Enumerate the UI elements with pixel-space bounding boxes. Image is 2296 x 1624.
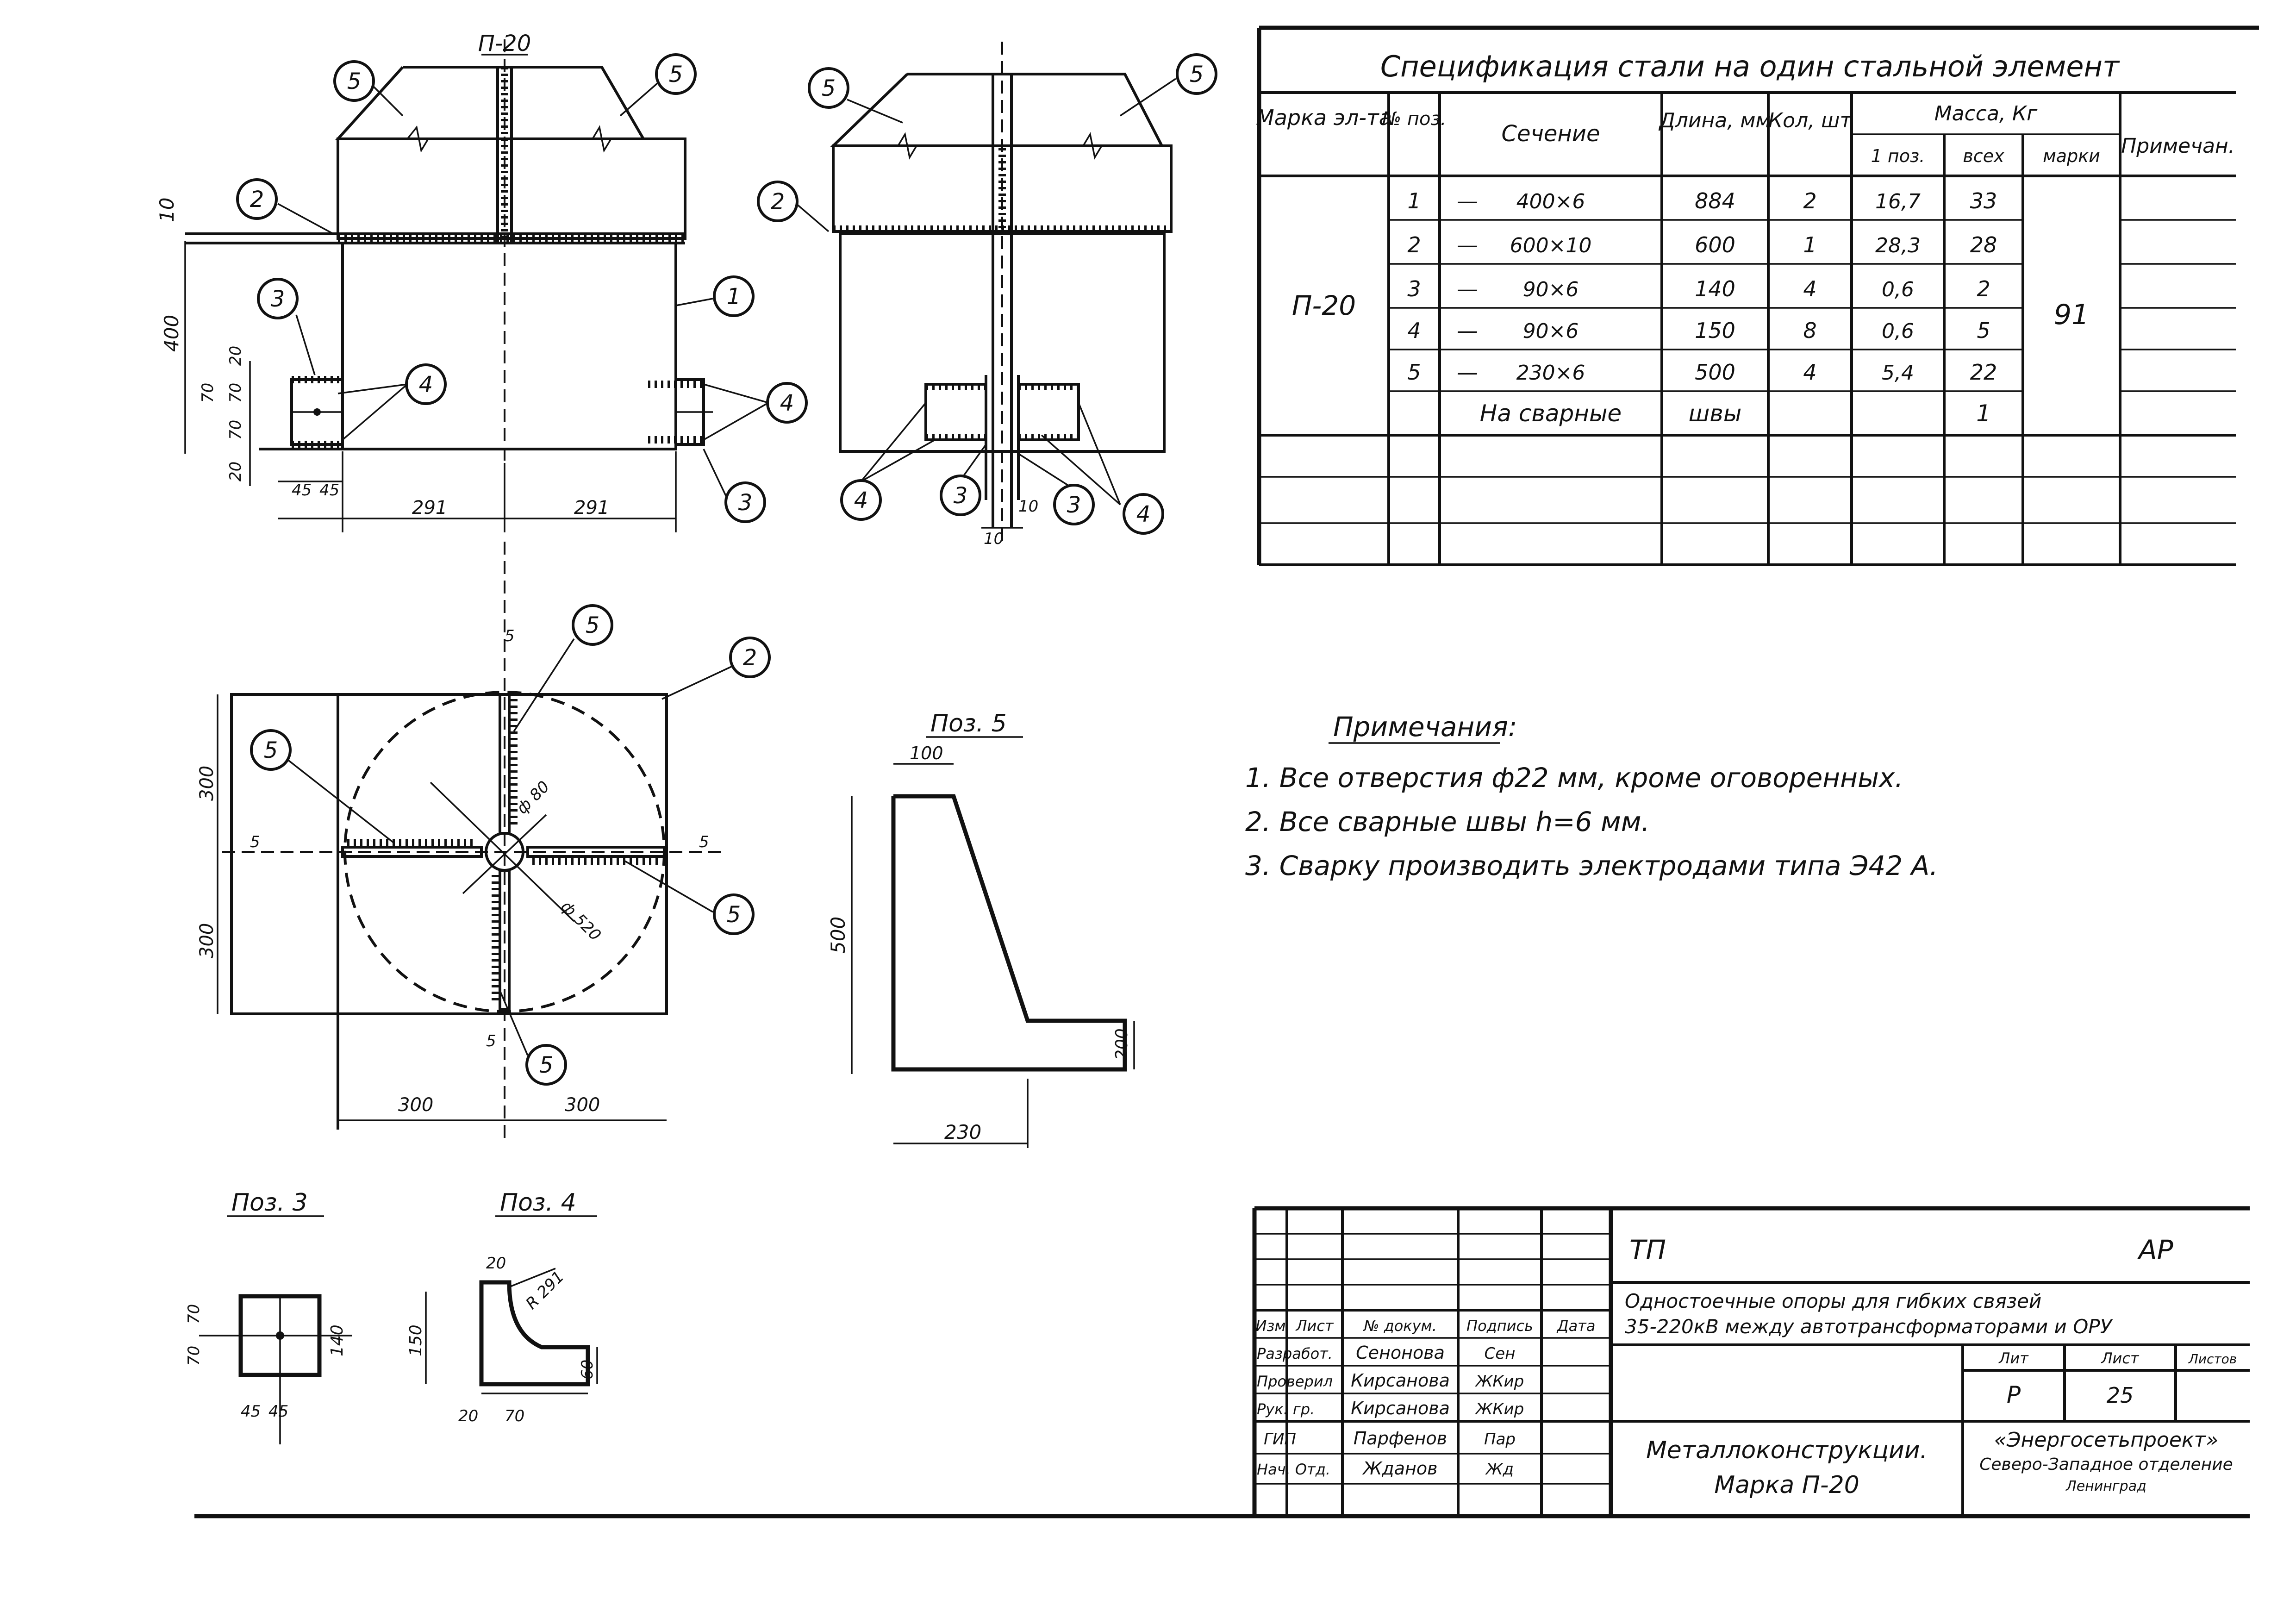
dim-291-left: 291 bbox=[412, 497, 448, 518]
callout-5-d: 5 bbox=[1189, 62, 1204, 87]
note-3: 3. Сварку производить электродами типа Э42 А. bbox=[1245, 850, 1938, 881]
svg-text:3: 3 bbox=[1407, 276, 1421, 301]
svg-text:Нач. Отд.: Нач. Отд. bbox=[1257, 1461, 1331, 1478]
svg-text:8: 8 bbox=[1803, 318, 1817, 343]
callout-5-f: 5 bbox=[263, 737, 278, 763]
tb-col-doc: № докум. bbox=[1364, 1317, 1437, 1335]
svg-text:150: 150 bbox=[1695, 318, 1735, 343]
callout-3-b: 3 bbox=[738, 490, 753, 516]
callout-2-b: 2 bbox=[770, 189, 785, 215]
svg-text:5: 5 bbox=[1977, 318, 1990, 343]
dim-400: 400 bbox=[160, 314, 183, 352]
svg-text:—: — bbox=[1457, 188, 1478, 213]
svg-text:Пар: Пар bbox=[1484, 1430, 1516, 1449]
dim-200: 200 bbox=[1112, 1028, 1131, 1060]
callout-4-a: 4 bbox=[418, 372, 433, 398]
spec-row-4 bbox=[1407, 318, 1990, 343]
dim-20-bottom: 20 bbox=[226, 461, 245, 481]
svg-text:2: 2 bbox=[1803, 188, 1817, 213]
tb-sheet-code: АР bbox=[2139, 1234, 2173, 1266]
note-1: 1. Все отверстия ф22 мм, кроме оговоренных. bbox=[1245, 762, 1903, 793]
dim-phi80: ф 80 bbox=[513, 777, 554, 818]
tb-org-2: Северо-Западное отделение bbox=[1979, 1455, 2233, 1474]
svg-text:—: — bbox=[1457, 232, 1478, 257]
hdr-mark: Марка эл-та bbox=[1256, 105, 1392, 130]
dim-5-bottom: 5 bbox=[486, 1032, 496, 1050]
svg-text:Жданов: Жданов bbox=[1363, 1458, 1438, 1479]
dim-20-top: 20 bbox=[226, 345, 245, 366]
spec-row-welds bbox=[1480, 400, 1991, 427]
callout-5-h: 5 bbox=[539, 1052, 554, 1078]
detail-poz-5 bbox=[827, 710, 1134, 1148]
dim-150: 150 bbox=[406, 1324, 425, 1356]
dim-phi520: ф 520 bbox=[557, 897, 605, 945]
dim-70-c: 70 bbox=[226, 419, 245, 440]
svg-text:600×10: 600×10 bbox=[1510, 234, 1592, 257]
spec-table bbox=[1256, 28, 2259, 565]
svg-text:28,3: 28,3 bbox=[1875, 234, 1921, 257]
hdr-note: Примечан. bbox=[2121, 134, 2235, 158]
svg-text:2: 2 bbox=[1977, 276, 1990, 301]
tb-person-5 bbox=[1257, 1458, 1514, 1479]
svg-text:Кирсанова: Кирсанова bbox=[1351, 1370, 1450, 1391]
svg-text:2: 2 bbox=[1407, 232, 1421, 257]
tb-sheet-value: 25 bbox=[2106, 1383, 2134, 1408]
hdr-section: Сечение bbox=[1501, 121, 1600, 147]
dim-20-poz4: 20 bbox=[486, 1254, 506, 1273]
svg-text:90×6: 90×6 bbox=[1522, 278, 1579, 301]
dim-300-d: 300 bbox=[565, 1094, 600, 1116]
svg-text:швы: швы bbox=[1688, 400, 1742, 427]
spec-mark-value: П-20 bbox=[1292, 290, 1356, 321]
svg-text:4: 4 bbox=[1803, 276, 1817, 301]
spec-row-5 bbox=[1407, 360, 1997, 385]
svg-text:Рук. гр.: Рук. гр. bbox=[1257, 1400, 1315, 1418]
tb-person-3 bbox=[1257, 1398, 1524, 1418]
svg-text:0,6: 0,6 bbox=[1882, 278, 1914, 301]
tb-project-code: ТП bbox=[1629, 1234, 1666, 1266]
tb-col-sign: Подпись bbox=[1466, 1317, 1533, 1335]
tb-person-2 bbox=[1257, 1370, 1524, 1391]
callout-3-c: 3 bbox=[953, 483, 968, 509]
svg-text:1: 1 bbox=[1976, 400, 1991, 427]
dim-70-poz3-a: 70 bbox=[185, 1304, 203, 1324]
svg-text:Проверил: Проверил bbox=[1257, 1373, 1333, 1390]
callout-5-c: 5 bbox=[821, 75, 836, 101]
tb-description-1: Одностоечные опоры для гибких связей bbox=[1625, 1290, 2042, 1312]
tb-col-date: Дата bbox=[1557, 1317, 1596, 1335]
svg-text:5,4: 5,4 bbox=[1882, 361, 1914, 385]
plan-view bbox=[196, 542, 769, 1139]
svg-text:—: — bbox=[1457, 276, 1478, 301]
dim-70-poz3-b: 70 bbox=[185, 1345, 203, 1366]
tb-lit-value: Р bbox=[2006, 1381, 2021, 1408]
svg-text:Жд: Жд bbox=[1485, 1460, 1514, 1479]
callout-4-d: 4 bbox=[1136, 501, 1151, 527]
callout-5-b: 5 bbox=[668, 62, 683, 87]
callout-1-a: 1 bbox=[726, 284, 741, 310]
tb-drawing-title-1: Металлоконструкции. bbox=[1646, 1437, 1928, 1464]
elevation-view-side bbox=[758, 42, 1216, 548]
svg-text:1: 1 bbox=[1803, 232, 1817, 257]
notes-block bbox=[1245, 711, 1938, 881]
dim-500: 500 bbox=[827, 916, 849, 954]
tb-col-list: Лист bbox=[1296, 1317, 1334, 1335]
detail-poz-3 bbox=[185, 1189, 352, 1444]
dim-10-side-b: 10 bbox=[984, 530, 1004, 548]
dim-140: 140 bbox=[328, 1324, 347, 1356]
dim-230: 230 bbox=[944, 1121, 982, 1143]
tb-lit-label: Лит bbox=[1999, 1349, 2028, 1367]
spec-title: Спецификация стали на один стальной элемент bbox=[1380, 50, 2120, 83]
tb-sheets-label: Листов bbox=[2188, 1351, 2237, 1367]
svg-text:Парфенов: Парфенов bbox=[1353, 1428, 1447, 1449]
hdr-pos: № поз. bbox=[1382, 108, 1447, 130]
dim-5-top: 5 bbox=[505, 627, 515, 645]
hdr-mass-one: 1 поз. bbox=[1871, 146, 1925, 166]
spec-row-1 bbox=[1407, 188, 1997, 213]
dim-70-poz4: 70 bbox=[505, 1407, 525, 1425]
dim-70-b: 70 bbox=[226, 382, 245, 403]
spec-row-3 bbox=[1407, 276, 1990, 301]
tb-col-izm: Изм bbox=[1255, 1317, 1286, 1335]
tb-person-1 bbox=[1257, 1343, 1515, 1363]
poz5-title: Поз. 5 bbox=[930, 710, 1007, 737]
svg-text:22: 22 bbox=[1970, 360, 1997, 385]
poz3-title: Поз. 3 bbox=[231, 1189, 308, 1217]
svg-text:—: — bbox=[1457, 318, 1478, 343]
dim-300-a: 300 bbox=[196, 765, 218, 801]
callout-2-c: 2 bbox=[742, 645, 757, 671]
dim-45-b: 45 bbox=[319, 481, 340, 500]
spec-mark-total: 91 bbox=[2053, 299, 2090, 331]
svg-text:28: 28 bbox=[1970, 232, 1997, 257]
poz4-title: Поз. 4 bbox=[500, 1189, 576, 1217]
dim-45-poz3-b: 45 bbox=[268, 1402, 289, 1421]
svg-text:33: 33 bbox=[1970, 188, 1997, 213]
dim-300-b: 300 bbox=[196, 923, 218, 958]
svg-text:884: 884 bbox=[1695, 188, 1735, 213]
svg-text:140: 140 bbox=[1695, 276, 1735, 301]
tb-org-3: Ленинград bbox=[2066, 1478, 2146, 1494]
svg-text:Сен: Сен bbox=[1484, 1344, 1516, 1363]
svg-text:0,6: 0,6 bbox=[1882, 319, 1914, 343]
dim-10: 10 bbox=[156, 197, 178, 222]
notes-title: Примечания: bbox=[1333, 711, 1517, 743]
dim-70-a: 70 bbox=[199, 382, 217, 403]
dim-5-right: 5 bbox=[699, 833, 709, 851]
callout-3-a: 3 bbox=[270, 286, 285, 312]
svg-text:—: — bbox=[1457, 360, 1478, 385]
detail-poz-4 bbox=[406, 1189, 597, 1425]
svg-text:Сенонова: Сенонова bbox=[1356, 1343, 1445, 1363]
dim-20-poz4-b: 20 bbox=[458, 1407, 479, 1425]
callout-4-b: 4 bbox=[780, 390, 794, 416]
callout-2-a: 2 bbox=[250, 187, 264, 212]
tb-drawing-title-2: Марка П-20 bbox=[1714, 1471, 1859, 1499]
svg-text:230×6: 230×6 bbox=[1516, 361, 1585, 385]
hdr-mass: Масса, Кг bbox=[1934, 102, 2038, 125]
svg-text:Кирсанова: Кирсанова bbox=[1351, 1398, 1450, 1418]
dim-10-side-a: 10 bbox=[1018, 497, 1039, 516]
svg-text:4: 4 bbox=[1803, 360, 1817, 385]
hdr-mass-mark: марки bbox=[2043, 146, 2100, 166]
callout-4-c: 4 bbox=[854, 487, 868, 513]
callout-5-e: 5 bbox=[585, 612, 600, 638]
svg-text:600: 600 bbox=[1695, 232, 1735, 257]
hdr-length: Длина, мм bbox=[1659, 109, 1771, 132]
dim-100: 100 bbox=[910, 743, 943, 763]
callout-5-a: 5 bbox=[347, 69, 362, 94]
svg-text:1: 1 bbox=[1407, 188, 1421, 213]
dim-291-right: 291 bbox=[574, 497, 610, 518]
callout-3-d: 3 bbox=[1067, 492, 1081, 518]
svg-text:500: 500 bbox=[1695, 360, 1735, 385]
dim-45-poz3-a: 45 bbox=[241, 1402, 261, 1421]
tb-org-1: «Энергосетьпроект» bbox=[1994, 1428, 2219, 1452]
hdr-qty: Кол, шт bbox=[1768, 109, 1852, 132]
svg-text:400×6: 400×6 bbox=[1516, 190, 1585, 213]
dim-60: 60 bbox=[578, 1359, 597, 1380]
tb-person-4 bbox=[1264, 1428, 1516, 1449]
svg-text:ГИП: ГИП bbox=[1264, 1430, 1296, 1449]
svg-text:ЖКир: ЖКир bbox=[1475, 1400, 1524, 1418]
callout-5-g: 5 bbox=[726, 902, 741, 928]
tb-sheet-label: Лист bbox=[2101, 1349, 2139, 1367]
elevation-mark: П-20 bbox=[478, 31, 531, 56]
note-2: 2. Все сварные швы h=6 мм. bbox=[1245, 806, 1650, 837]
svg-text:Разработ.: Разработ. bbox=[1257, 1345, 1333, 1362]
svg-text:ЖКир: ЖКир bbox=[1475, 1372, 1524, 1391]
svg-text:16,7: 16,7 bbox=[1875, 190, 1921, 213]
svg-text:90×6: 90×6 bbox=[1522, 319, 1579, 343]
dim-5-left: 5 bbox=[250, 833, 260, 851]
elevation-view-front bbox=[156, 31, 806, 532]
dim-r291: R 291 bbox=[522, 1267, 568, 1313]
svg-text:5: 5 bbox=[1407, 360, 1421, 385]
spec-row-2 bbox=[1407, 232, 1997, 257]
svg-text:4: 4 bbox=[1407, 318, 1421, 343]
hdr-mass-all: всех bbox=[1963, 146, 2004, 166]
svg-text:На сварные: На сварные bbox=[1479, 400, 1622, 427]
dim-45-a: 45 bbox=[292, 481, 312, 500]
dim-300-c: 300 bbox=[398, 1094, 434, 1116]
tb-description-2: 35-220кВ между автотрансформаторами и ОРУ bbox=[1625, 1315, 2112, 1338]
